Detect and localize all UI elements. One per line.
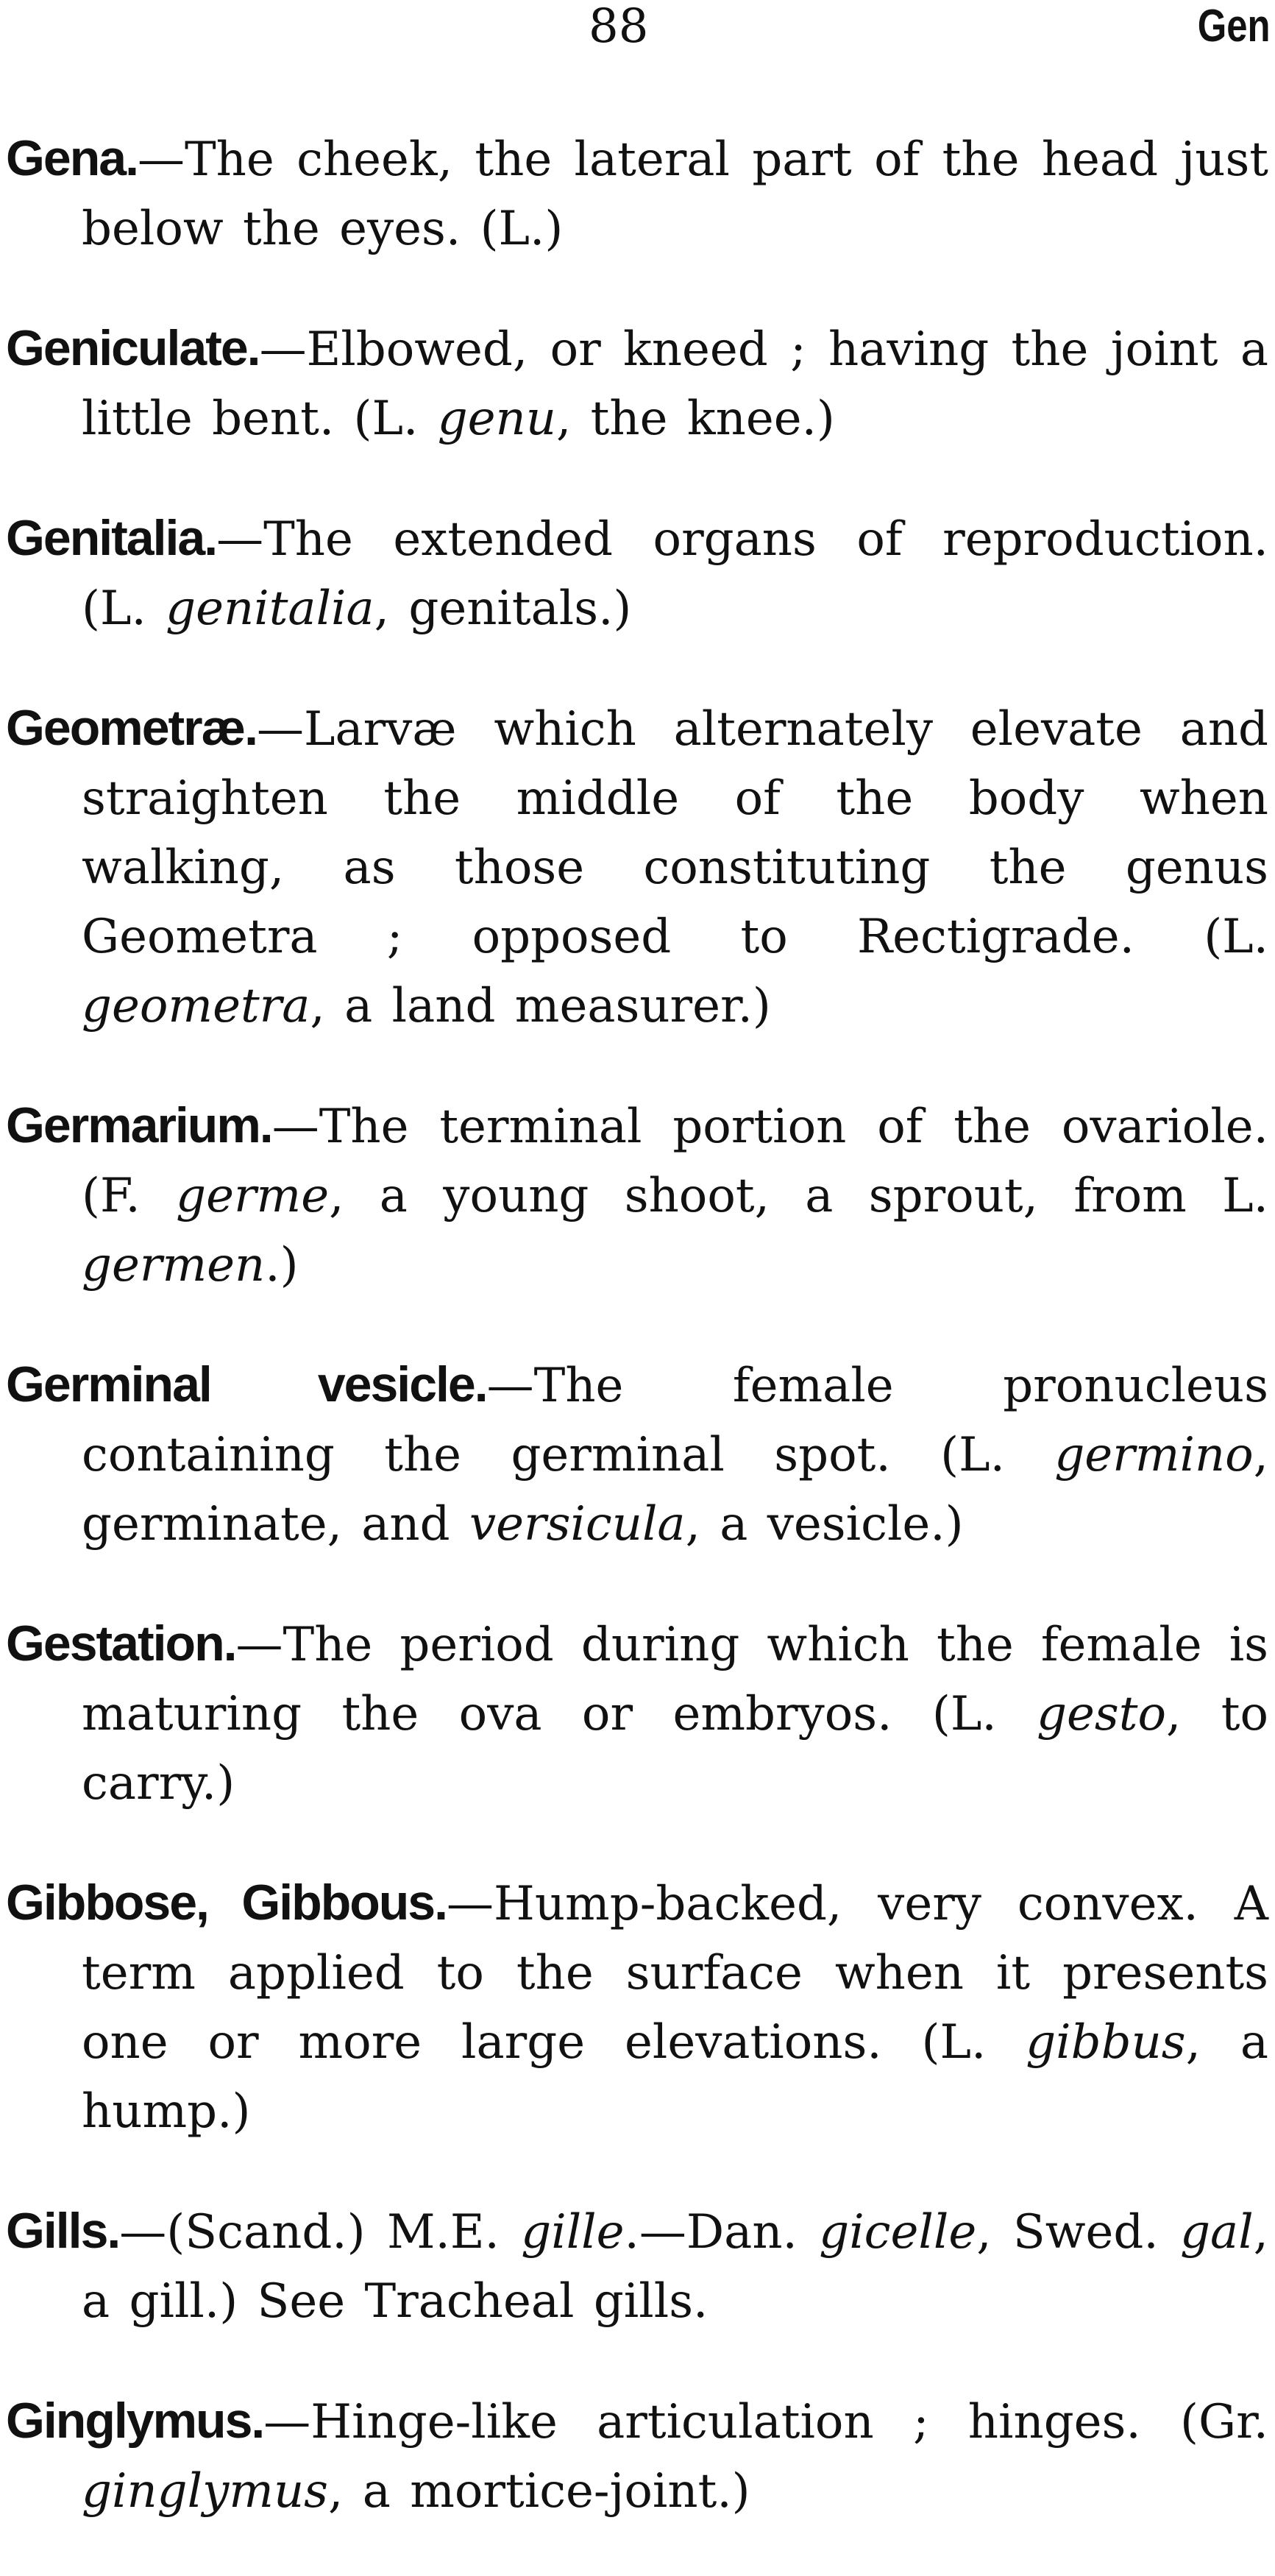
- etymon-italic: gesto: [1037, 1687, 1166, 1741]
- definition-text: —The extended organs of reproduction. (L.: [82, 512, 1268, 636]
- definition-text: , germinate, and: [82, 1428, 1268, 1551]
- entry-genitalia: [6, 503, 1268, 643]
- entry-gills: [6, 2196, 1268, 2336]
- definition-text: .—Dan.: [624, 2205, 820, 2260]
- definition-text: —Larvæ which alternately elevate and straighten the middle of the body when walking, as those constituting the genus Geometra ; opposed to Rectigrade. (L.: [82, 702, 1268, 964]
- entry-geometrae: [6, 693, 1268, 1041]
- definition-text: , the knee.): [555, 392, 835, 446]
- etymon-italic: genitalia: [166, 581, 374, 636]
- definition-text: —Hinge-like articulation ; hinges. (Gr.: [263, 2395, 1268, 2449]
- entry-gena: [6, 124, 1268, 263]
- definition-text: , to carry.): [82, 1687, 1268, 1811]
- etymon-italic: gicelle: [819, 2205, 977, 2260]
- entry-list: [6, 124, 1268, 2576]
- etymon-italic: genu: [437, 392, 556, 446]
- etymon-italic: geometra: [82, 979, 310, 1033]
- page-number: 88: [589, 0, 649, 54]
- entry-ginglymus: [6, 2386, 1268, 2526]
- definition-text: , a land measurer.): [310, 979, 771, 1033]
- headword: Gills.: [6, 2203, 120, 2259]
- headword: Geniculate.: [6, 320, 260, 376]
- definition-text: , Swed.: [976, 2205, 1181, 2260]
- definition-text: —The period during which the female is maturing the ova or embryos. (L.: [82, 1618, 1268, 1741]
- entry-germinal-vesicle: [6, 1350, 1268, 1559]
- definition-text: —Elbowed, or kneed ; having the joint a little bent. (L.: [82, 322, 1268, 446]
- definition-text: —(Scand.) M.E.: [119, 2205, 522, 2260]
- entry-gestation: [6, 1609, 1268, 1818]
- running-head: [0, 0, 1275, 66]
- headword: Germinal vesicle.: [6, 1356, 487, 1412]
- etymon-italic: gibbus: [1026, 2015, 1186, 2070]
- headword: Gena.: [6, 130, 138, 186]
- entry-gibbose: [6, 1868, 1268, 2146]
- etymon-italic: ginglymus: [82, 2464, 328, 2519]
- definition-text: , genitals.): [374, 581, 632, 636]
- headword: Germarium.: [6, 1097, 272, 1153]
- definition-text: , a mortice-joint.): [328, 2464, 750, 2519]
- headword: Gestation.: [6, 1616, 236, 1671]
- definition-text: —The terminal portion of the ovariole. (F.: [82, 1100, 1268, 1223]
- definition-text: .): [265, 1238, 299, 1292]
- guide-word: Gen: [1198, 1, 1271, 52]
- headword: Gibbose, Gibbous.: [6, 1875, 447, 1931]
- definition-text: , a hump.): [82, 2015, 1269, 2139]
- definition-text: —Hump-backed, very convex. A term applied to the surface when it presents one or more large elevations. (L.: [82, 1877, 1268, 2070]
- headword: Geometræ.: [6, 700, 257, 756]
- headword: Genitalia.: [6, 510, 217, 566]
- definition-text: , a vesicle.): [685, 1497, 964, 1551]
- etymon-italic: gal: [1180, 2205, 1254, 2260]
- etymon-italic: germe: [176, 1169, 330, 1223]
- etymon-italic: gille: [521, 2205, 625, 2260]
- entry-geniculate: [6, 314, 1268, 453]
- definition-text: , a young shoot, a sprout, from L.: [329, 1169, 1268, 1223]
- definition-text: , a gill.) See Tracheal gills.: [82, 2205, 1269, 2329]
- definition-text: —The female pronucleus containing the germinal spot. (L.: [82, 1359, 1268, 1482]
- entry-germarium: [6, 1091, 1268, 1300]
- definition-text: —The cheek, the lateral part of the head just below the eyes. (L.): [82, 132, 1268, 256]
- etymon-italic: germen: [82, 1238, 266, 1292]
- etymon-italic: versicula: [469, 1497, 686, 1551]
- etymon-italic: germino: [1054, 1428, 1254, 1482]
- headword: Ginglymus.: [6, 2393, 264, 2449]
